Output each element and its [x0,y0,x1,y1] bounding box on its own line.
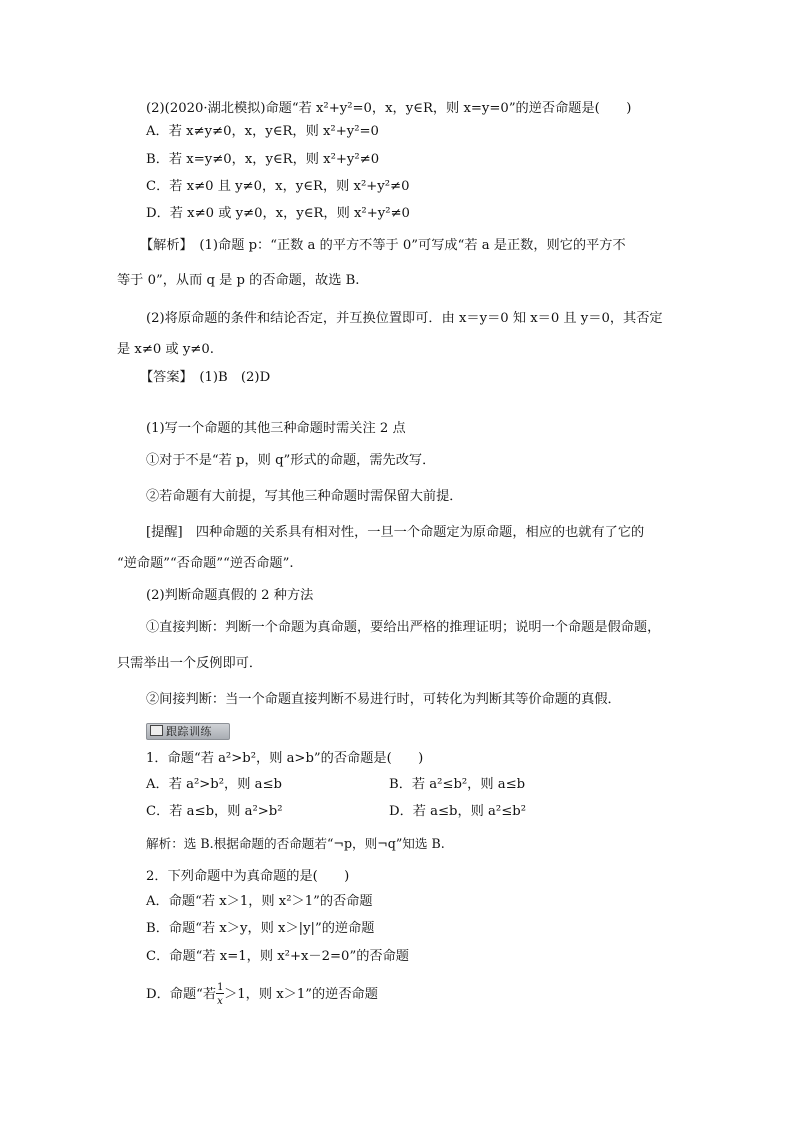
note-1: (1)写一个命题的其他三种命题时需关注 2 点 [146,421,406,436]
note-6: (2)判断命题真假的 2 种方法 [146,588,314,603]
q2-option-c: C．若 x≠0 且 y≠0，x，y∈R，则 x²+y²≠0 [146,179,410,194]
ex2-option-d [146,982,378,1007]
note-9: ②间接判断：当一个命题直接判断不易进行时，可转化为判断其等价命题的真假． [146,692,621,707]
analysis-line-1: 【解析】 (1)命题 p：“正数 a 的平方不等于 0”可写成“若 a 是正数，则它的平方不 [140,238,626,253]
badge-label: 跟踪训练 [166,725,212,738]
q2-stem: (2)(2020·湖北模拟)命题“若 x²+y²=0，x，y∈R，则 x=y=0”的逆否命题是( ) [146,101,632,116]
answer-line: 【答案】 (1)B (2)D [140,370,271,385]
q2-option-b: B．若 x=y≠0，x，y∈R，则 x²+y²≠0 [146,152,380,167]
note-5: “逆命题”“否命题”“逆否命题”. [117,556,294,571]
ex2-option-b: B．命题“若 x＞y，则 x＞|y|”的逆命题 [146,921,375,936]
q2-option-a: A．若 x≠y≠0，x，y∈R，则 x²+y²=0 [146,124,379,139]
ex1-stem: 1．命题“若 a²>b²，则 a>b”的否命题是( ) [146,751,424,766]
ex1-solution: 解析：选 B.根据命题的否命题若“¬p，则¬q”知选 B. [146,836,445,851]
tracking-practice-badge [146,723,230,740]
note-7: ①直接判断：判断一个命题为真命题，要给出严格的推理证明；说明一个命题是假命题， [146,620,661,635]
note-8: 只需举出一个反例即可． [117,656,263,671]
analysis-line-2: 等于 0”，从而 q 是 p 的否命题，故选 B. [117,273,360,288]
q2-option-d: D．若 x≠0 或 y≠0，x，y∈R，则 x²+y²≠0 [146,206,410,221]
ex2-option-c: C．命题“若 x=1，则 x²+x－2=0”的否命题 [146,949,409,964]
fraction-one-over-x [216,982,224,1007]
note-2: ①对于不是“若 p，则 q”形式的命题，需先改写． [146,453,436,468]
book-icon [150,725,163,736]
note-3: ②若命题有大前提，写其他三种命题时需保留大前提． [146,489,463,504]
ex1-option-c: C．若 a≤b，则 a²>b² [146,804,283,819]
ex2-option-d-prefix: D．命题“若 [146,987,217,1002]
ex1-option-d: D．若 a≤b，则 a²≤b² [389,804,526,819]
ex2-stem: 2．下列命题中为真命题的是( ) [146,869,350,884]
analysis-line-4: 是 x≠0 或 y≠0. [117,342,214,357]
ex1-option-a: A．若 a²>b²，则 a≤b [146,777,282,792]
ex1-option-b: B．若 a²≤b²，则 a≤b [389,777,526,792]
fraction-denominator: x [217,996,223,1007]
note-4: [提醒] 四种命题的关系具有相对性，一旦一个命题定为原命题，相应的也就有了它的 [146,525,645,540]
fraction-numerator: 1 [217,982,224,993]
analysis-line-3: (2)将原命题的条件和结论否定，并互换位置即可．由 x＝y＝0 知 x＝0 且 y＝0，其否定 [146,311,663,326]
ex2-option-d-suffix: ＞1，则 x＞1”的逆否命题 [224,987,378,1002]
ex2-option-a: A．命题“若 x＞1，则 x²＞1”的否命题 [146,894,373,909]
